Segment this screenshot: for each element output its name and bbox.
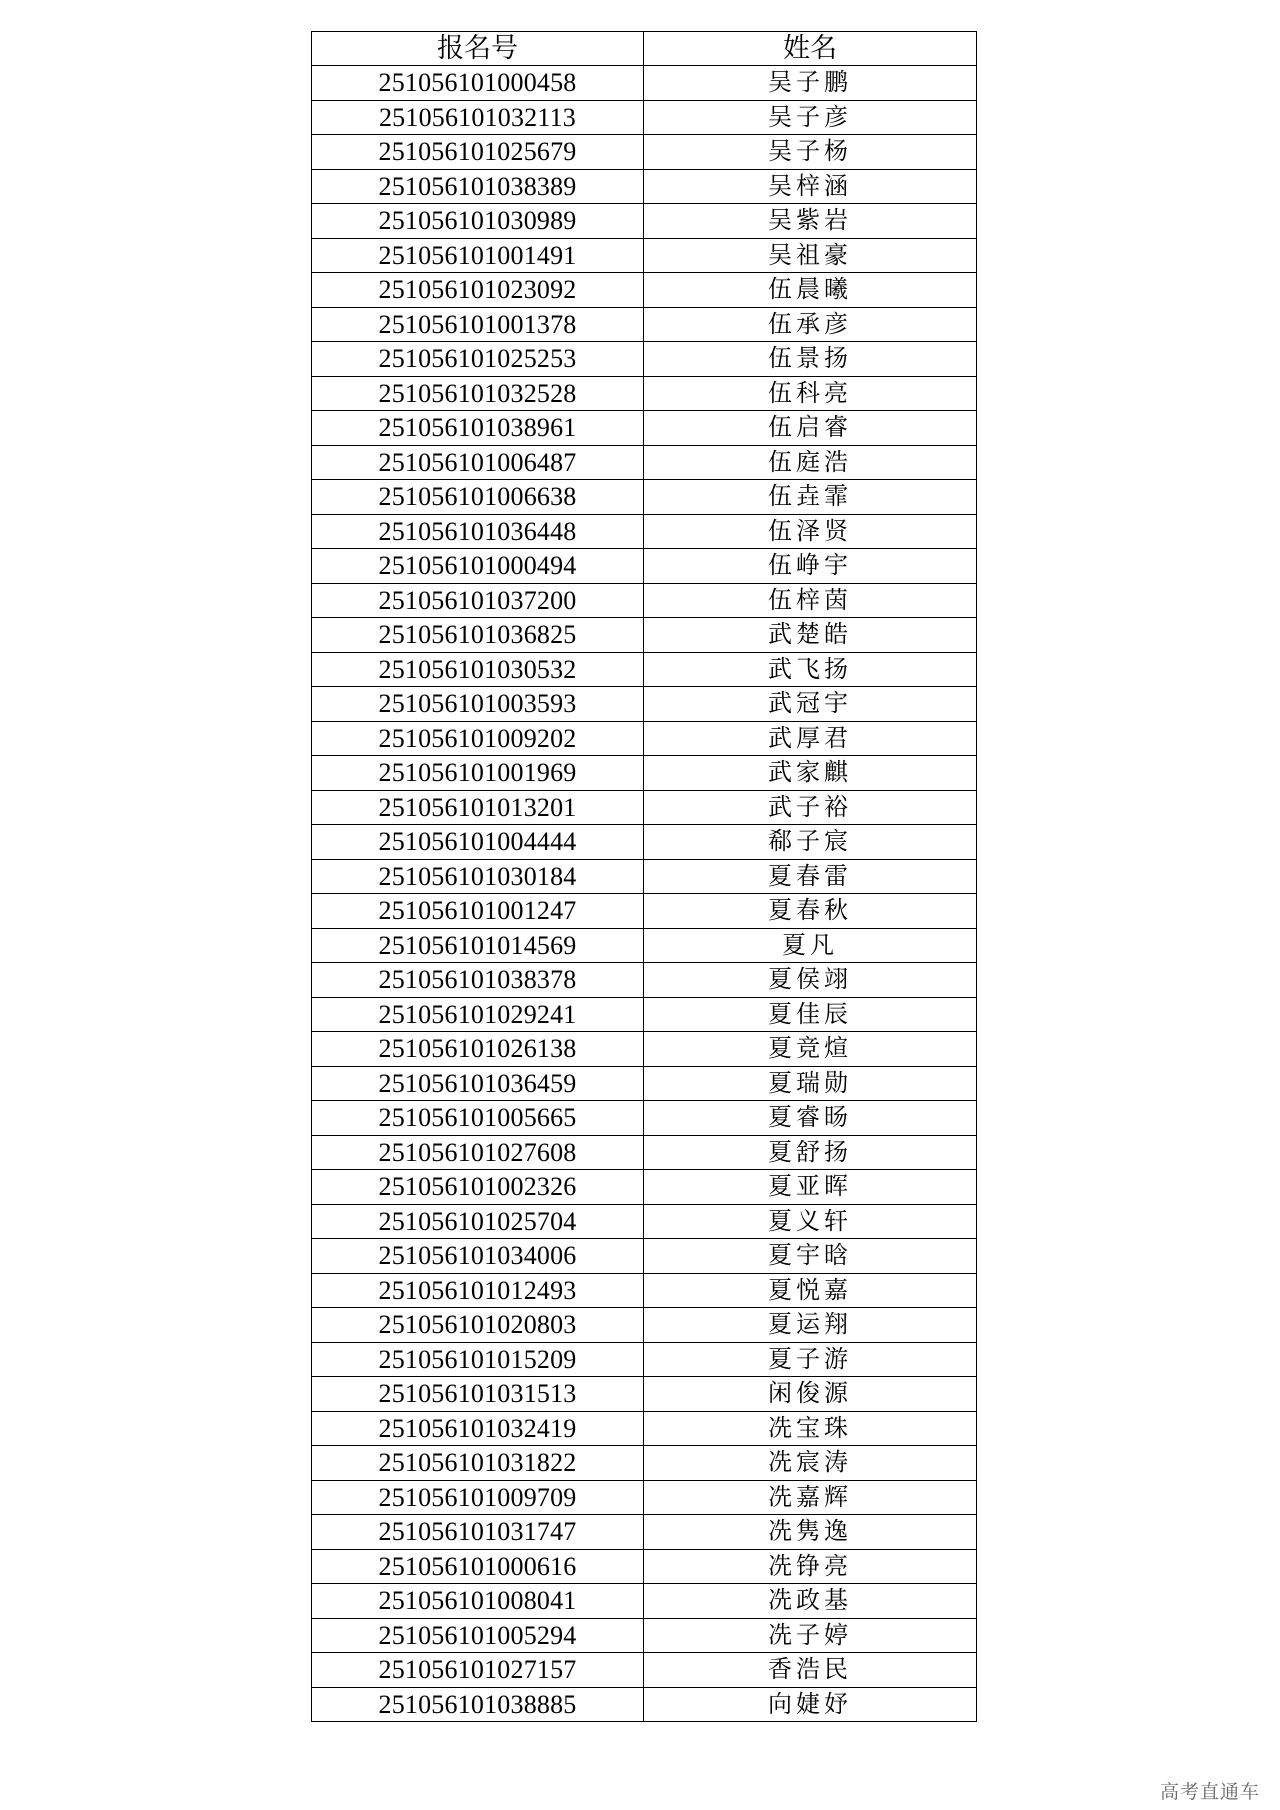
student-name-cell: 夏舒扬 bbox=[644, 1135, 977, 1170]
registration-number-cell: 251056101027157 bbox=[312, 1653, 644, 1688]
table-row bbox=[312, 825, 977, 860]
table-row bbox=[312, 1653, 977, 1688]
student-name-cell: 吴子杨 bbox=[644, 135, 977, 170]
table-row bbox=[312, 1135, 977, 1170]
student-name-cell: 夏春秋 bbox=[644, 894, 977, 929]
table-row bbox=[312, 652, 977, 687]
student-name-cell: 香浩民 bbox=[644, 1653, 977, 1688]
student-name-cell: 夏凡 bbox=[644, 928, 977, 963]
registration-number-cell: 251056101000494 bbox=[312, 549, 644, 584]
registration-number-cell: 251056101025704 bbox=[312, 1204, 644, 1239]
table-row bbox=[312, 756, 977, 791]
registration-number-cell: 251056101031747 bbox=[312, 1515, 644, 1550]
registration-number-cell: 251056101025253 bbox=[312, 342, 644, 377]
student-name-cell: 吴子鹏 bbox=[644, 66, 977, 101]
registration-number-cell: 251056101013201 bbox=[312, 790, 644, 825]
registration-number-cell: 251056101034006 bbox=[312, 1239, 644, 1274]
table-row bbox=[312, 135, 977, 170]
table-row bbox=[312, 790, 977, 825]
table-row bbox=[312, 1204, 977, 1239]
registration-number-cell: 251056101029241 bbox=[312, 997, 644, 1032]
registration-number-cell: 251056101015209 bbox=[312, 1342, 644, 1377]
table-row bbox=[312, 238, 977, 273]
registration-number-cell: 251056101036825 bbox=[312, 618, 644, 653]
column-header-name: 姓名 bbox=[644, 32, 977, 66]
table-row bbox=[312, 169, 977, 204]
student-name-cell: 夏悦嘉 bbox=[644, 1273, 977, 1308]
table-row bbox=[312, 583, 977, 618]
student-name-cell: 吴祖豪 bbox=[644, 238, 977, 273]
student-name-cell: 伍庭浩 bbox=[644, 445, 977, 480]
student-name-cell: 夏运翔 bbox=[644, 1308, 977, 1343]
table-row bbox=[312, 1377, 977, 1412]
registration-number-cell: 251056101006638 bbox=[312, 480, 644, 515]
table-row bbox=[312, 721, 977, 756]
registration-number-cell: 251056101006487 bbox=[312, 445, 644, 480]
table-row bbox=[312, 1446, 977, 1481]
registration-number-cell: 251056101032528 bbox=[312, 376, 644, 411]
student-name-cell: 伍泽贤 bbox=[644, 514, 977, 549]
registration-number-cell: 251056101009202 bbox=[312, 721, 644, 756]
table-row bbox=[312, 1687, 977, 1722]
registration-number-cell: 251056101030184 bbox=[312, 859, 644, 894]
registration-number-cell: 251056101023092 bbox=[312, 273, 644, 308]
table-row bbox=[312, 549, 977, 584]
student-name-cell: 冼隽逸 bbox=[644, 1515, 977, 1550]
table-row bbox=[312, 1549, 977, 1584]
table-row bbox=[312, 894, 977, 929]
student-name-cell: 武子裕 bbox=[644, 790, 977, 825]
student-name-cell: 夏佳辰 bbox=[644, 997, 977, 1032]
table-row bbox=[312, 204, 977, 239]
registration-number-cell: 251056101000616 bbox=[312, 1549, 644, 1584]
student-name-cell: 夏睿旸 bbox=[644, 1101, 977, 1136]
registration-number-cell: 251056101025679 bbox=[312, 135, 644, 170]
registration-number-cell: 251056101030989 bbox=[312, 204, 644, 239]
registration-number-cell: 251056101038389 bbox=[312, 169, 644, 204]
table-row bbox=[312, 1342, 977, 1377]
student-name-cell: 伍承彦 bbox=[644, 307, 977, 342]
student-name-cell: 郗子宸 bbox=[644, 825, 977, 860]
student-name-cell: 伍垚霏 bbox=[644, 480, 977, 515]
table-row bbox=[312, 1273, 977, 1308]
registration-number-cell: 251056101036448 bbox=[312, 514, 644, 549]
registration-number-cell: 251056101037200 bbox=[312, 583, 644, 618]
header-row bbox=[312, 32, 977, 66]
registration-number-cell: 251056101005665 bbox=[312, 1101, 644, 1136]
table-row bbox=[312, 1584, 977, 1619]
registration-number-cell: 251056101008041 bbox=[312, 1584, 644, 1619]
registration-number-cell: 251056101031513 bbox=[312, 1377, 644, 1412]
student-name-cell: 伍启睿 bbox=[644, 411, 977, 446]
registration-number-cell: 251056101002326 bbox=[312, 1170, 644, 1205]
student-name-cell: 伍晨曦 bbox=[644, 273, 977, 308]
column-header-id: 报名号 bbox=[312, 32, 644, 66]
student-name-cell: 武厚君 bbox=[644, 721, 977, 756]
registration-number-cell: 251056101020803 bbox=[312, 1308, 644, 1343]
registration-number-cell: 251056101032419 bbox=[312, 1411, 644, 1446]
table-row bbox=[312, 445, 977, 480]
student-name-cell: 伍景扬 bbox=[644, 342, 977, 377]
student-name-cell: 伍梓茵 bbox=[644, 583, 977, 618]
table-row bbox=[312, 963, 977, 998]
table-row bbox=[312, 1170, 977, 1205]
student-name-cell: 夏子游 bbox=[644, 1342, 977, 1377]
student-name-cell: 冼铮亮 bbox=[644, 1549, 977, 1584]
student-name-cell: 吴子彦 bbox=[644, 100, 977, 135]
table-row bbox=[312, 928, 977, 963]
table-row bbox=[312, 1239, 977, 1274]
registration-number-cell: 251056101014569 bbox=[312, 928, 644, 963]
table-row bbox=[312, 480, 977, 515]
table-body bbox=[312, 66, 977, 1722]
table-row bbox=[312, 1032, 977, 1067]
table-row bbox=[312, 997, 977, 1032]
registration-number-cell: 251056101001378 bbox=[312, 307, 644, 342]
table-row bbox=[312, 514, 977, 549]
student-name-cell: 冼政基 bbox=[644, 1584, 977, 1619]
table-row bbox=[312, 618, 977, 653]
table-row bbox=[312, 859, 977, 894]
student-name-cell: 武飞扬 bbox=[644, 652, 977, 687]
registration-number-cell: 251056101027608 bbox=[312, 1135, 644, 1170]
table-row bbox=[312, 411, 977, 446]
student-name-cell: 夏宇晗 bbox=[644, 1239, 977, 1274]
registration-number-cell: 251056101031822 bbox=[312, 1446, 644, 1481]
table-row bbox=[312, 66, 977, 101]
student-name-cell: 伍峥宇 bbox=[644, 549, 977, 584]
student-name-cell: 夏亚晖 bbox=[644, 1170, 977, 1205]
registration-number-cell: 251056101036459 bbox=[312, 1066, 644, 1101]
roster-table bbox=[311, 31, 977, 1722]
registration-number-cell: 251056101001491 bbox=[312, 238, 644, 273]
table-row bbox=[312, 376, 977, 411]
student-name-cell: 冼子婷 bbox=[644, 1618, 977, 1653]
watermark-text: 高考直通车 bbox=[1159, 1781, 1260, 1803]
student-name-cell: 武家麒 bbox=[644, 756, 977, 791]
student-name-cell: 夏春雷 bbox=[644, 859, 977, 894]
student-name-cell: 向婕妤 bbox=[644, 1687, 977, 1722]
registration-number-cell: 251056101005294 bbox=[312, 1618, 644, 1653]
table-row bbox=[312, 1101, 977, 1136]
registration-number-cell: 251056101038378 bbox=[312, 963, 644, 998]
table-row bbox=[312, 1411, 977, 1446]
table-row bbox=[312, 1515, 977, 1550]
registration-number-cell: 251056101000458 bbox=[312, 66, 644, 101]
table-row bbox=[312, 273, 977, 308]
student-name-cell: 武楚皓 bbox=[644, 618, 977, 653]
registration-number-cell: 251056101032113 bbox=[312, 100, 644, 135]
student-name-cell: 冼嘉辉 bbox=[644, 1480, 977, 1515]
student-name-cell: 武冠宇 bbox=[644, 687, 977, 722]
table-row bbox=[312, 342, 977, 377]
registration-number-cell: 251056101030532 bbox=[312, 652, 644, 687]
registration-number-cell: 251056101026138 bbox=[312, 1032, 644, 1067]
table-row bbox=[312, 687, 977, 722]
registration-number-cell: 251056101001969 bbox=[312, 756, 644, 791]
student-name-cell: 闲俊源 bbox=[644, 1377, 977, 1412]
table-row bbox=[312, 100, 977, 135]
table-row bbox=[312, 1066, 977, 1101]
registration-number-cell: 251056101038961 bbox=[312, 411, 644, 446]
table-row bbox=[312, 1618, 977, 1653]
registration-number-cell: 251056101038885 bbox=[312, 1687, 644, 1722]
student-name-cell: 夏瑞勋 bbox=[644, 1066, 977, 1101]
student-name-cell: 吴梓涵 bbox=[644, 169, 977, 204]
registration-number-cell: 251056101001247 bbox=[312, 894, 644, 929]
table-row bbox=[312, 307, 977, 342]
student-name-cell: 冼宝珠 bbox=[644, 1411, 977, 1446]
registration-number-cell: 251056101003593 bbox=[312, 687, 644, 722]
table-row bbox=[312, 1480, 977, 1515]
registration-number-cell: 251056101004444 bbox=[312, 825, 644, 860]
registration-number-cell: 251056101012493 bbox=[312, 1273, 644, 1308]
student-name-cell: 夏侯翊 bbox=[644, 963, 977, 998]
student-name-cell: 冼宸涛 bbox=[644, 1446, 977, 1481]
student-name-cell: 伍科亮 bbox=[644, 376, 977, 411]
student-name-cell: 夏义轩 bbox=[644, 1204, 977, 1239]
registration-number-cell: 251056101009709 bbox=[312, 1480, 644, 1515]
table-row bbox=[312, 1308, 977, 1343]
student-name-cell: 吴紫岩 bbox=[644, 204, 977, 239]
student-name-cell: 夏竞煊 bbox=[644, 1032, 977, 1067]
